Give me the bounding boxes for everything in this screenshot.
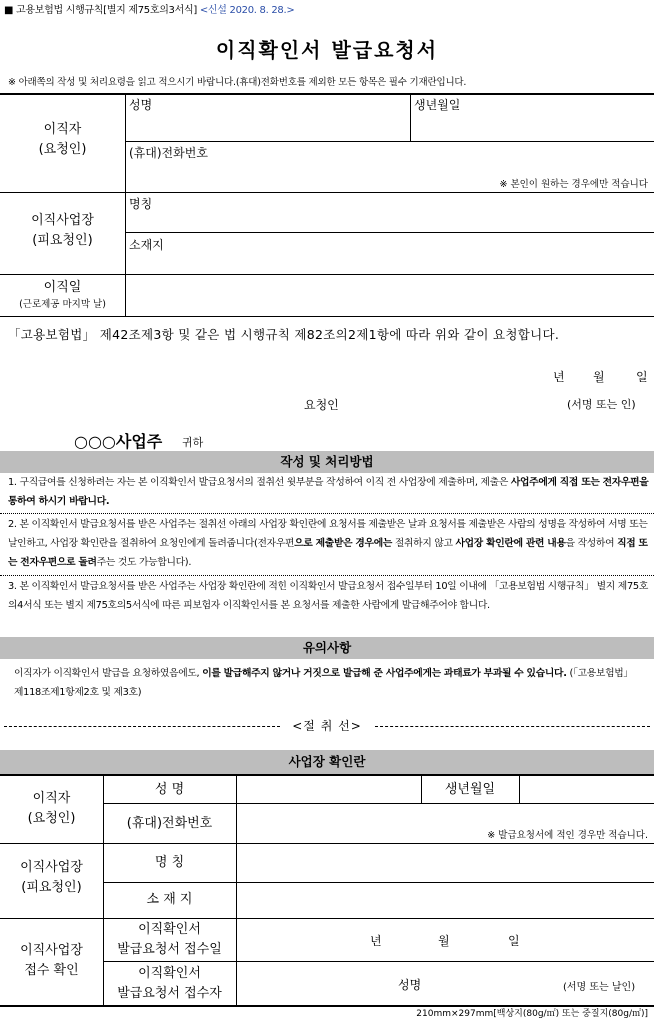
birthdate-field[interactable]: 생년월일: [414, 98, 461, 112]
receipt-month: 월: [438, 934, 450, 948]
caution-text: 이직자가 이직확인서 발급을 요청하였음에도, 이를 발급해주지 않거나 거짓으로 발급해 준 사업주에게는 과태료가 부과될 수 있습니다. (「고용보험법」 제118조제1항제2호 및 제3호): [14, 668, 633, 699]
phone-field[interactable]: (휴대)전화번호: [129, 146, 208, 160]
receipt-day: 일: [508, 934, 520, 948]
confirm-name-field[interactable]: [240, 778, 418, 800]
requester-signature[interactable]: (서명 또는 인): [567, 398, 636, 411]
workplace-label: 이직사업장 (피요청인): [31, 213, 94, 249]
confirm-workplace-label: 이직사업장 (피요청인): [20, 860, 83, 896]
confirm-birth-field[interactable]: [523, 778, 651, 800]
leave-date-label: 이직일 (근로제공 마지막 날): [19, 280, 106, 311]
confirm-address-field[interactable]: [240, 886, 650, 916]
table-top-border: [0, 93, 654, 95]
company-address-field[interactable]: 소재지: [129, 238, 164, 252]
receipt-confirm-label: 이직사업장 접수 확인: [20, 943, 83, 979]
form-reference: [4, 1, 294, 16]
date-day: 일: [636, 370, 648, 384]
page-title: 이직확인서 발급요청서: [215, 38, 439, 62]
confirm-name-label: 성 명: [154, 782, 185, 797]
caution-header: 유의사항: [0, 637, 654, 659]
date-year: 년: [553, 370, 565, 384]
leave-date-field[interactable]: [129, 278, 649, 314]
confirm-address-label: 소 재 지: [146, 892, 193, 907]
company-name-field[interactable]: 명칭: [129, 197, 153, 211]
confirm-birth-label: 생년월일: [444, 782, 496, 797]
instruction-note: ※ 아래쪽의 작성 및 처리요령을 읽고 적으시기 바랍니다.(휴대)전화번호를 제외한 모든 항목은 필수 기재란입니다.: [8, 77, 467, 88]
receipt-year: 년: [370, 934, 382, 948]
phone-note: ※ 본인이 원하는 경우에만 적습니다: [499, 179, 648, 190]
confirm-phone-note: ※ 발급요청서에 적인 경우만 적습니다.: [487, 830, 648, 841]
instruction-item-2: 2. 본 이직확인서 발급요청서를 받은 사업주는 절취선 아래의 사업장 확인란에 요청서를 제출받은 날과 요청서를 제출받은 사람의 성명을 작성하여 서명 또는 날인하고, 사업장 확인란을 절취하여 요청인에게 돌려줍니다(전자우편으로 제출받은 경우에는 절취하지 않고 사업장 확인란에 관련 내용을 작성하여 직접 또는 전자우편으로 돌려주는 것도 가능합니다).: [8, 519, 648, 569]
date-month: 월: [593, 370, 605, 384]
confirm-company-name-field[interactable]: [240, 847, 650, 879]
addressee-name: ○○○사업주: [74, 432, 163, 451]
legal-statement: 「고용보험법」 제42조제3항 및 같은 법 시행규칙 제82조의2제1항에 따라 위와 같이 요청합니다.: [8, 327, 560, 342]
cut-line-right: [375, 726, 650, 727]
receiver-label: 이직확인서 발급요청서 접수자: [117, 966, 222, 1002]
instruction-item-3: 3. 본 이직확인서 발급요청서를 받은 사업주는 사업장 확인란에 적힌 이직확인서 발급요청서 접수일부터 10일 이내에 「고용보험법 시행규칙」 별지 제75호의4서식 또는 별지 제75호의5서식에 따른 피보험자 이직확인서를 본 요청서를 제출한 사람에게 발급해주어야 합니다.: [8, 581, 648, 612]
requester-label: 요청인: [304, 398, 339, 412]
confirm-header: 사업장 확인란: [0, 750, 654, 774]
form-reference-text: ■ 고용보험법 시행규칙[별지 제75호의3서식]: [4, 5, 197, 16]
instructions-header: 작성 및 처리방법: [0, 451, 654, 473]
addressee-suffix: 귀하: [182, 436, 204, 449]
receiver-signature[interactable]: (서명 또는 날인): [563, 982, 636, 993]
confirm-company-name-label: 명 칭: [154, 855, 185, 870]
receiver-name-label: 성명: [398, 978, 422, 992]
instruction-item-1: 1. 구직급여를 신청하려는 자는 본 이직확인서 발급요청서의 절취선 윗부분을 작성하여 이직 전 사업장에 제출하며, 제출은 사업주에게 직접 또는 전자우편을 통하여 하시기 바랍니다.: [8, 477, 649, 508]
cut-line-label: <절 취 선>: [0, 717, 654, 734]
revision-date: <신설 2020. 8. 28.>: [199, 5, 295, 16]
receipt-date-label: 이직확인서 발급요청서 접수일: [117, 922, 222, 958]
paper-spec: 210mm×297mm[백상지(80g/㎡) 또는 중질지(80g/㎡)]: [416, 1009, 648, 1019]
name-field[interactable]: 성명: [129, 98, 153, 112]
employee-label: 이직자 (요청인): [38, 122, 87, 158]
confirm-phone-label: (휴대)전화번호: [126, 816, 213, 831]
confirm-employee-label: 이직자 (요청인): [27, 791, 76, 827]
